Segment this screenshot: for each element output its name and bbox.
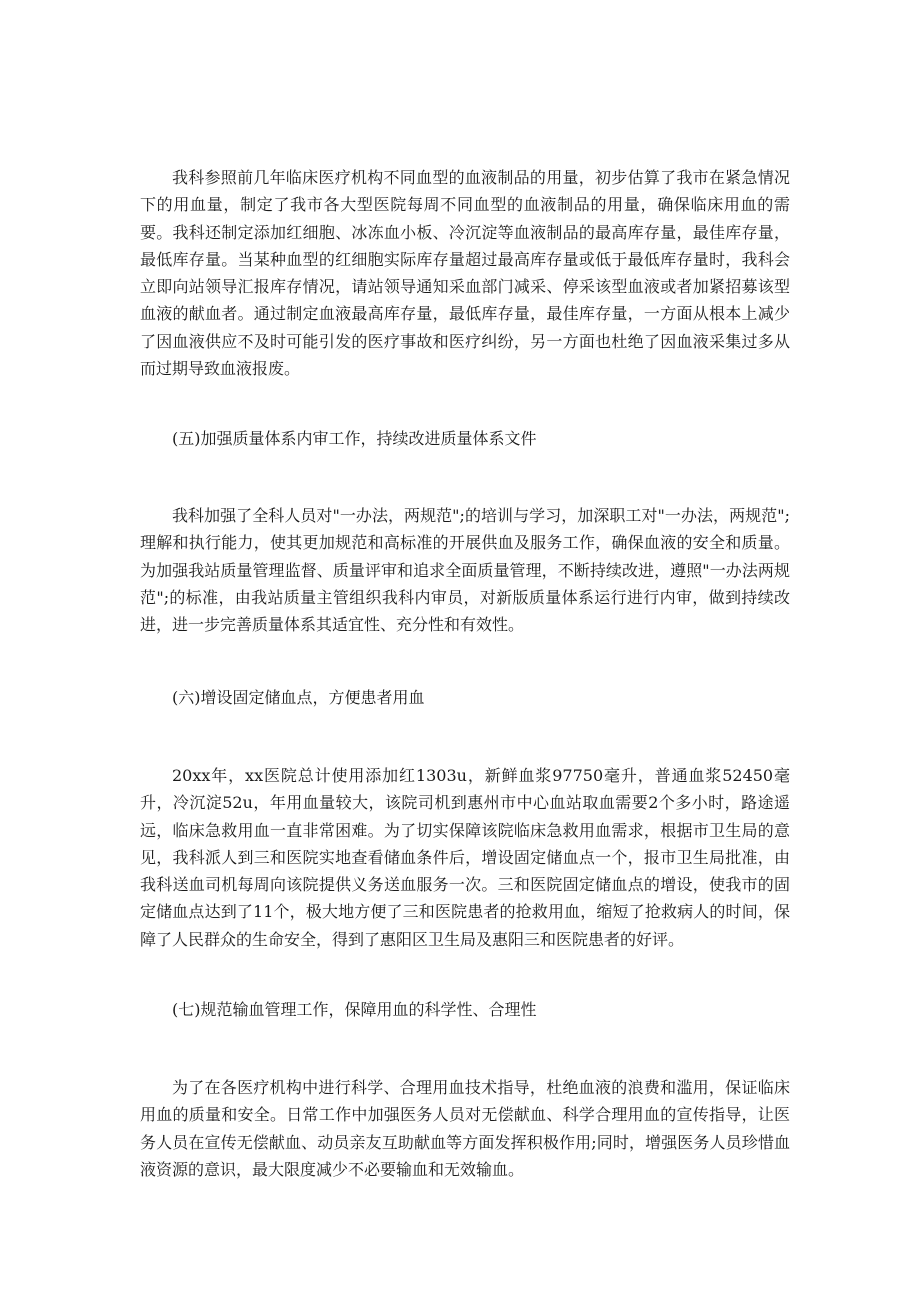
paragraph-blood-storage-point: 20xx年，xx医院总计使用添加红1303u，新鲜血浆97750毫升，普通血浆52450毫升，冷沉淀52u，年用血量较大，该院司机到惠州市中心血站取血需要2个多小时，路途遥远，临床急救用血一直非常困难。为了切实保障该院临床急救用血需求，根据市卫生局的意见，我科派人到三和医院实地查看储血条件后，增设固定储血点一个，报市卫生局批准，由我科送血司机每周向该院提供义务送血服务一次。三和医院固定储血点的增设，使我市的固定储血点达到了11个，极大地方便了三和医院患者的抢救用血，缩短了抢救病人的时间，保障了人民群众的生命安全，得到了惠阳区卫生局及惠阳三和医院患者的好评。	[140, 766, 790, 949]
paragraph-transfusion-management: 为了在各医疗机构中进行科学、合理用血技术指导，杜绝血液的浪费和滥用，保证临床用血的质量和安全。日常工作中加强医务人员对无偿献血、科学合理用血的宣传指导，让医务人员在宣传无偿献血、动员亲友互助献血等方面发挥积极作用;同时，增强医务人员珍惜血液资源的意识，最大限度减少不必要输血和无效输血。	[140, 1078, 790, 1179]
section-heading-5: (五)加强质量体系内审工作，持续改进质量体系文件	[172, 429, 537, 448]
paragraph-quality-audit: 我科加强了全科人员对"一办法，两规范";的培训与学习，加深职工对"一办法，两规范";理解和执行能力，使其更加规范和高标准的开展供血及服务工作，确保血液的安全和质量。为加强我站质量管理监督、质量评审和追求全面质量管理，不断持续改进，遵照"一办法两规范";的标准，由我站质量主管组织我科内审员，对新版质量体系运行进行内审，做到持续改进，进一步完善质量体系其适宜性、充分性和有效性。	[140, 506, 790, 635]
paragraph-blood-inventory: 我科参照前几年临床医疗机构不同血型的血液制品的用量，初步估算了我市在紧急情况下的用血量，制定了我市各大型医院每周不同血型的血液制品的用量，确保临床用血的需要。我科还制定添加红细胞、冰冻血小板、冷沉淀等血液制品的最高库存量，最佳库存量，最低库存量。当某种血型的红细胞实际库存量超过最高库存量或低于最低库存量时，我科会立即向站领导汇报库存情况，请站领导通知采血部门减采、停采该型血液或者加紧招募该型血液的献血者。通过制定血液最高库存量，最低库存量，最佳库存量，一方面从根本上减少了因血液供应不及时可能引发的医疗事故和医疗纠纷，另一方面也杜绝了因血液采集过多从而过期导致血液报废。	[140, 168, 790, 379]
section-heading-7: (七)规范输血管理工作，保障用血的科学性、合理性	[172, 1000, 537, 1019]
section-heading-6: (六)增设固定储血点，方便患者用血	[172, 688, 425, 707]
